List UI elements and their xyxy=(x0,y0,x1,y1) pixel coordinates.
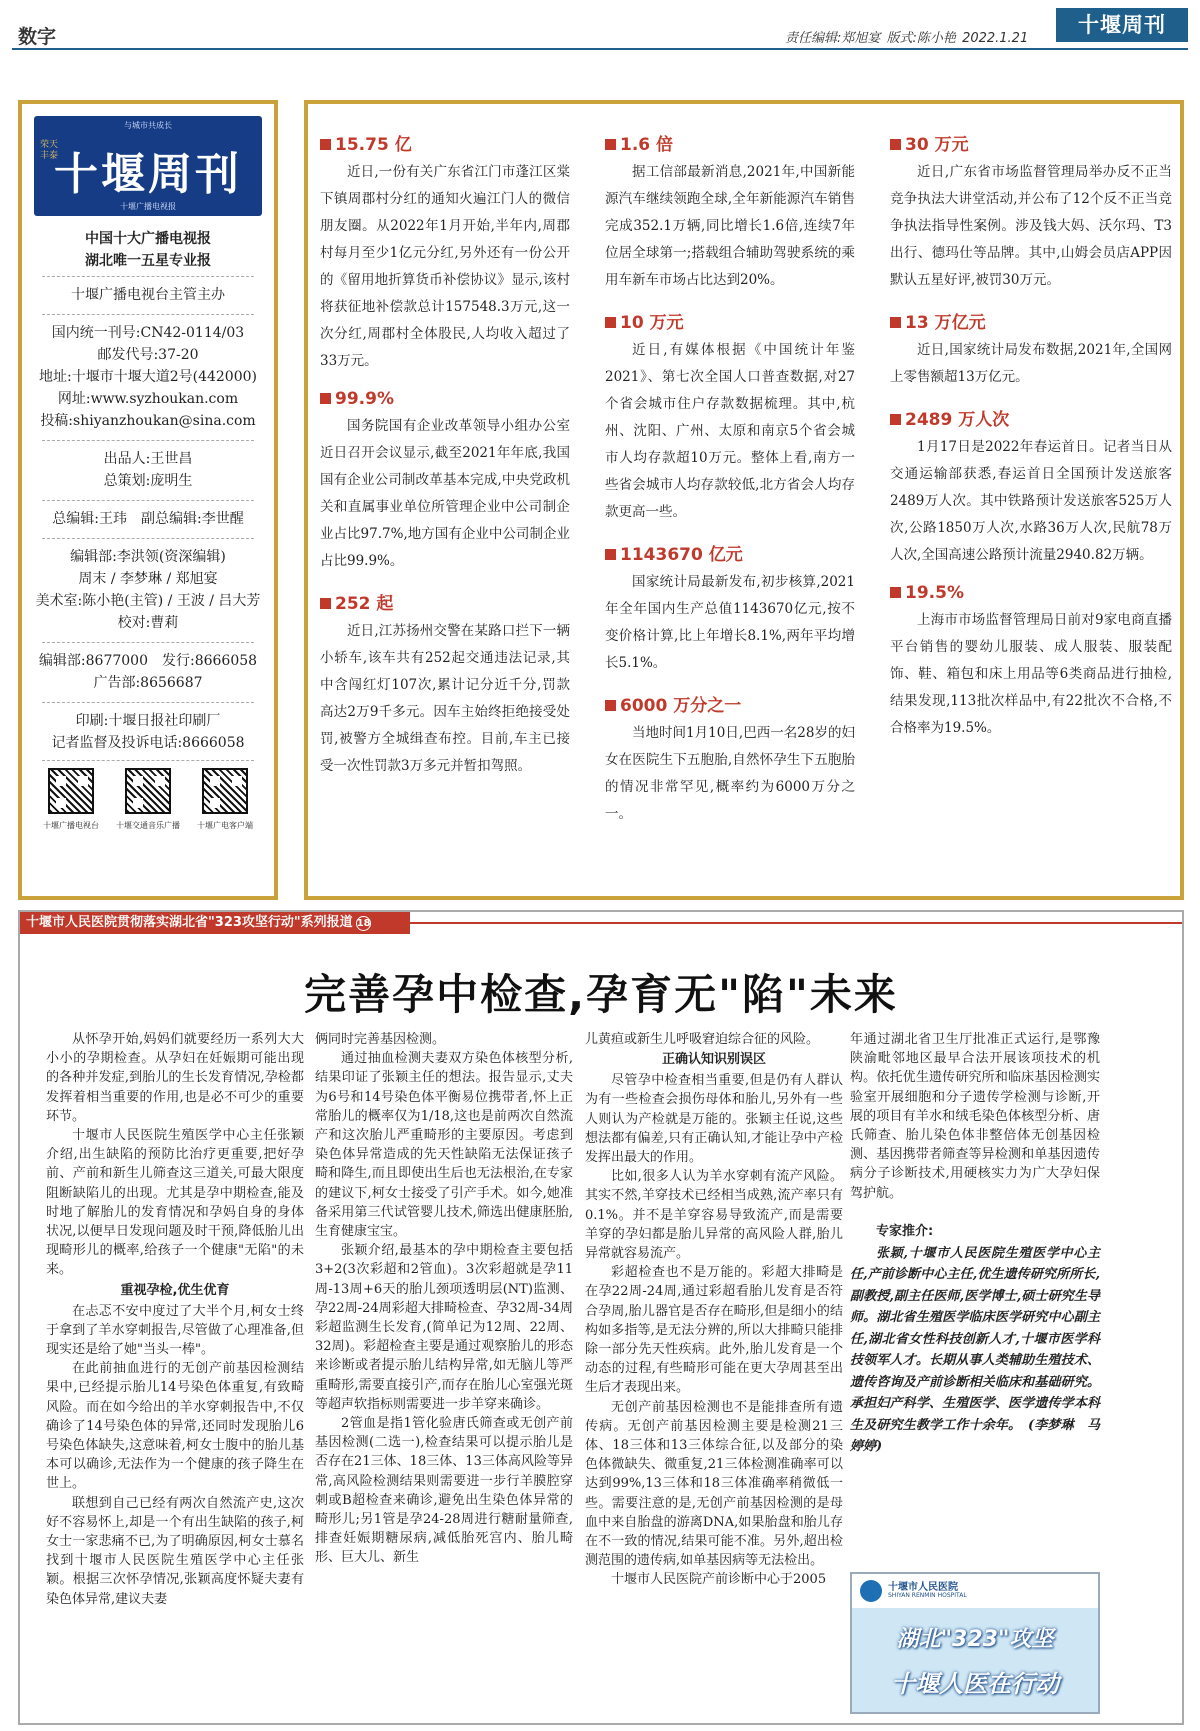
stat-headline: 13 万亿元 xyxy=(890,308,1172,333)
masthead-box xyxy=(18,100,278,900)
issue-date: 2022.1.21 xyxy=(962,31,1029,46)
masthead-line: 投稿:shiyanzhoukan@sina.com xyxy=(40,413,256,429)
article-paragraph: 无创产前基因检测也不是能排查所有遗传病。无创产前基因检测主要是检测21三体、18三体和13三体综合征,以及部分的染色体微缺失、微重复,21三体检测准确率可以达到99%,13三体和18三体准确率稍微低一些。需要注意的是,无创产前基因检测的是母血中来自胎盘的游离DNA,如果胎盘和胎儿存在不一致的情况,结果可能不准。另外,超出检测范围的遗传病,如单基因病等无法检出。 xyxy=(585,1399,843,1569)
digest-column-1 xyxy=(320,114,570,780)
divider xyxy=(42,314,254,315)
series-title: 十堰市人民医院贯彻落实湖北省"323攻坚行动"系列报道 xyxy=(26,915,353,930)
masthead-line: 美术室:陈小艳(主管) / 王波 / 吕大芳 xyxy=(35,593,261,609)
stat-text: 当地时间1月10日,巴西一名28岁的妇女在医院生下五胞胎,自然怀孕生下五胞胎的情况非常罕见,概率约为6000万分之一。 xyxy=(605,725,855,822)
stat-headline: 252 起 xyxy=(320,589,570,614)
article-paragraph: 比如,很多人认为羊水穿刺有流产风险。其实不然,羊穿技术已经相当成熟,流产率只有0.1%。并不是羊穿容易导致流产,而是需要羊穿的孕妇都是胎儿异常的高风险人群,胎儿异常就容易流产。 xyxy=(585,1169,843,1262)
article-paragraph: 彩超检查也不是万能的。彩超大排畸是在孕22周-24周,通过彩超看胎儿发育是否符合孕周,胎儿器官是否存在畸形,但是细小的结构如多指等,是无法分辨的,所以大排畸只能排除一部分先天性疾病。此外,胎儿发育是一个动态的过程,有些畸形可能在更大孕周甚至出生后才表现出来。 xyxy=(585,1265,843,1396)
stat-text: 国家统计局最新发布,初步核算,2021年全年国内生产总值1143670亿元,按不变价格计算,比上年增长8.1%,两年平均增长5.1%。 xyxy=(605,574,855,671)
editorial-info xyxy=(22,546,274,634)
stat-text: 近日,广东省市场监督管理局举办反不正当竞争执法大讲堂活动,并公布了12个反不正当竞争执法指导性案例。涉及钱大妈、沃尔玛、T3出行、德玛仕等品牌。其中,山姆会员店APP因默认五星好评,被罚30万元。 xyxy=(890,164,1172,288)
hospital-logo-icon xyxy=(860,1580,882,1602)
masthead-line: 总编辑:王玮 副总编辑:李世醒 xyxy=(52,511,244,527)
article-paragraph: 年通过湖北省卫生厅批准正式运行,是鄂豫陕渝毗邻地区最早合法开展该项技术的机构。依托优生遗传研究所和临床基因检测实验室开展细胞和分子遗传学检测与诊断,开展的项目有羊水和绒毛染色体核型分析、唐氏筛查、胎儿染色体非整倍体无创基因检测、基因携带者筛查等异检测和单基因遗传病分子诊断技术,用硬核实力为广大孕妇保驾护航。 xyxy=(850,1032,1100,1201)
expert-heading: 专家推介: xyxy=(876,1223,934,1239)
brand-logo: 十堰周刊 xyxy=(1056,8,1188,42)
article-column-3 xyxy=(585,1030,843,1590)
article-paragraph: 儿黄疸或新生儿呼吸窘迫综合征的风险。 xyxy=(585,1032,820,1047)
feature-article xyxy=(18,910,1184,1725)
stat-headline: 10 万元 xyxy=(605,308,855,333)
section-name: 数字 xyxy=(18,26,57,48)
digest-column-3 xyxy=(890,114,1172,742)
campaign-banner xyxy=(850,1572,1100,1714)
sponsor-line: 十堰广播电视台主管主办 xyxy=(71,287,225,303)
qr-code-tv[interactable] xyxy=(36,768,106,831)
qr-code-radio[interactable] xyxy=(113,768,183,831)
stat-headline: 15.75 亿 xyxy=(320,130,570,155)
stat-text: 1月17日是2022年春运首日。记者当日从交通运输部获悉,春运首日全国预计发送旅客2489万人次。其中铁路预计发送旅客525万人次,公路1850万人次,水路36万人次,民航78万人次,全国高速公路预计流量2940.82万辆。 xyxy=(890,439,1172,563)
header-divider xyxy=(12,48,1188,50)
band-rule xyxy=(410,922,1182,924)
stat-text: 近日,江苏扬州交警在某路口拦下一辆小轿车,该车共有252起交通违法记录,其中含闯红灯107次,累计记分近千分,罚款高达2万9千多元。因车主始终拒绝接受处罚,被警方全城缉查布控。目前,车主已接受一次性罚款3万多元并暂扣驾照。 xyxy=(320,623,570,774)
banner-line-2: 十堰人医在行动 xyxy=(891,1670,1059,1698)
logo-title: 十堰周刊 xyxy=(54,149,242,200)
masthead-logo xyxy=(34,116,262,216)
qr-label: 十堰广播电视台 xyxy=(43,821,99,830)
stat-headline: 1.6 倍 xyxy=(605,130,855,155)
divider xyxy=(42,642,254,643)
qr-code-icon xyxy=(48,768,94,814)
editor-credit: 责任编辑:郑旭宴 xyxy=(785,31,881,46)
stat-text: 据工信部最新消息,2021年,中国新能源汽车继续领跑全球,全年新能源汽车销售完成352.1万辆,同比增长1.6倍,连续7年位居全球第一;搭载组合辅助驾驶系统的乘用车新车市场占比达到20%。 xyxy=(605,164,855,288)
stat-headline: 1143670 亿元 xyxy=(605,540,855,565)
article-column-2 xyxy=(315,1030,573,1568)
stat-text: 近日,国家统计局发布数据,2021年,全国网上零售额超13万亿元。 xyxy=(890,342,1172,385)
stat-headline: 19.5% xyxy=(890,583,1172,603)
qr-label: 十堰广电客户端 xyxy=(197,821,253,830)
masthead-line: 编辑部:李洪领(资深编辑) xyxy=(70,549,226,565)
stat-text: 国务院国有企业改革领导小组办公室近日召开会议显示,截至2021年年底,我国国有企业公司制改革基本完成,中央党政机关和直属事业单位所管理企业中公司制企业占比97.7%,地方国有企业中公司制企业占比99.9%。 xyxy=(320,418,570,569)
stat-headline: 6000 万分之一 xyxy=(605,691,855,716)
stat-text: 近日,一份有关广东省江门市蓬江区棠下镇周郡村分红的通知火遍江门人的微信朋友圈。从2022年1月开始,半年内,周郡村每月至少1亿元分红,另外还有一份公开的《留用地折算货币补偿协议》显示,该村将获征地补偿款总计157548.3万元,这一次分红,周郡村全体股民,人均收入超过了33万元。 xyxy=(320,164,570,369)
divider xyxy=(42,760,254,761)
series-number: 18 xyxy=(356,918,371,929)
article-paragraph: 从怀孕开始,妈妈们就要经历一系列大大小小的孕期检查。从孕妇在妊娠期可能出现的各种并发症,到胎儿的生长发育情况,孕检都发挥着相当重要的作用,也是必不可少的重要环节。 xyxy=(46,1032,304,1124)
article-subheading: 正确认知识别误区 xyxy=(661,1052,766,1068)
masthead-line: 国内统一刊号:CN42-0114/03 xyxy=(51,325,245,341)
masthead-line: 编辑部:8677000 发行:8666058 xyxy=(38,653,258,669)
stat-text: 近日,有媒体根据《中国统计年鉴2021》、第七次全国人口普查数据,对27个省会城市住户存款数据梳理。其中,杭州、沈阳、广州、太原和南京5个省会城市人均存款超10万元。整体上看,南方一些省会城市人均存款较低,北方省会人均存款更高一些。 xyxy=(605,342,855,520)
masthead-line: 邮发代号:37-20 xyxy=(97,347,199,363)
article-column-1 xyxy=(46,1030,304,1609)
article-paragraph: 十堰市人民医院产前诊断中心于2005 xyxy=(611,1572,827,1588)
masthead-line: 广告部:8656687 xyxy=(93,675,203,691)
article-paragraph: 联想到自己已经有两次自然流产史,这次好不容易怀上,却是一个有出生缺陷的孩子,柯女士一家悲痛不已,为了明确原因,柯女士慕名找到十堰市人民医院生殖医学中心主任张颖。根据三次怀孕情况,张颖高度怀疑夫妻有染色体异常,建议夫妻 xyxy=(46,1495,304,1607)
banner-line-1: 湖北"323"攻坚 xyxy=(896,1627,1054,1652)
contact-info xyxy=(22,650,274,694)
qr-code-icon xyxy=(125,768,171,814)
banner-header xyxy=(852,1574,1098,1608)
logo-slogan: 与城市共成长 xyxy=(124,121,172,130)
digest-column-2 xyxy=(605,114,855,828)
article-paragraph: 在此前抽血进行的无创产前基因检测结果中,已经提示胎儿14号染色体重复,有致畸风险。而在如今给出的羊水穿刺报告中,不仅确诊了14号染色体的异常,还同时发现胎儿6号染色体缺失,这意味着,柯女士腹中的胎儿基本可以确诊,无法作为一个健康的孩子降生在世上。 xyxy=(46,1361,304,1492)
masthead-line: 周末 / 李梦琳 / 郑旭宴 xyxy=(78,571,218,587)
numbers-digest-box xyxy=(304,100,1184,900)
stat-headline: 30 万元 xyxy=(890,130,1172,155)
masthead-line: 总策划:庞明生 xyxy=(103,473,193,489)
article-headline: 完善孕中检查,孕育无"陷"未来 xyxy=(304,970,898,1019)
stat-headline: 99.9% xyxy=(320,389,570,409)
article-paragraph: 通过抽血检测夫妻双方染色体核型分析,结果印证了张颖主任的想法。报告显示,丈夫为6号和14号染色体平衡易位携带者,怀上正常胎儿的概率仅为1/18,这也是前两次自然流产和这次胎儿严重畸形的主要原因。考虑到染色体异常造成的先天性缺陷无法保证孩子畸和降生,而且即使出生后也无法根治,在专家的建议下,柯女士接受了引产手术。如今,她准备采用第三代试管婴儿技术,筛选出健康胚胎,生育健康宝宝。 xyxy=(315,1051,573,1240)
tagline-2: 湖北唯一五星专业报 xyxy=(85,253,211,269)
article-column-4 xyxy=(850,1030,1100,1458)
masthead-line: 出品人:王世昌 xyxy=(103,451,193,467)
article-paragraph: 尽管孕中检查相当重要,但是仍有人群认为有一些检查会损伤母体和胎儿,另外有一些人则认为产检就是万能的。张颖主任说,这些想法都有偏差,只有正确认知,才能让孕中产检发挥出最大的作用。 xyxy=(585,1073,843,1166)
divider xyxy=(42,702,254,703)
logo-seal: 荣天丰泰 xyxy=(40,140,59,161)
masthead-line: 网址:www.syzhoukan.com xyxy=(57,391,239,407)
qr-code-icon xyxy=(202,768,248,814)
tagline-1: 中国十大广播电视报 xyxy=(85,231,211,247)
page-credits xyxy=(785,27,1030,46)
series-band xyxy=(20,912,410,934)
stat-text: 上海市市场监督管理局日前对9家电商直播平台销售的婴幼儿服装、成人服装、服装配饰、鞋、箱包和床上用品等6类商品进行抽检,结果发现,113批次样品中,有22批次不合格,不合格率为19.5%。 xyxy=(890,612,1172,736)
article-subheading: 重视孕检,优生优育 xyxy=(120,1282,230,1298)
article-paragraph: 俩同时完善基因检测。 xyxy=(315,1032,446,1047)
masthead-line: 记者监督及投诉电话:8666058 xyxy=(51,735,245,751)
printing-info xyxy=(22,710,274,754)
article-paragraph: 十堰市人民医院生殖医学中心主任张颖介绍,出生缺陷的预防比治疗更重要,把好孕前、产前和新生儿筛查这三道关,可最大限度阻断缺陷儿的出现。尤其是孕中期检查,能及时地了解胎儿的发育情况和孕妈自身的身体状况,以便早日发现问题及时干预,降低胎儿出现畸形儿的概率,给孩子一个健康"无陷"的未来。 xyxy=(46,1128,304,1278)
hospital-name: 十堰市人民医院 xyxy=(888,1582,958,1593)
masthead-line: 校对:曹莉 xyxy=(117,615,179,631)
layout-credit: 版式:陈小艳 xyxy=(886,31,956,46)
article-paragraph: 张颖介绍,最基本的孕中期检查主要包括3+2(3次彩超和2管血)。3次彩超就是孕11周-13周+6天的胎儿颈项透明层(NT)监测、孕22周-24周彩超大排畸检查、孕32周-34周彩超监测生长发育,(简单记为12周、22周、32周)。彩超检查主要是通过观察胎儿的形态来诊断或者提示胎儿结构异常,如无脑儿等严重畸形,需要直接引产,而存在胎儿心室强光斑等超声软指标则需要进一步羊穿来确诊。 xyxy=(315,1243,573,1412)
article-paragraph: 在忐忑不安中度过了大半个月,柯女士终于拿到了羊水穿刺报告,尽管做了心理准备,但现实还是给了她"当头一棒"。 xyxy=(46,1303,304,1358)
column-body xyxy=(850,1030,1100,1203)
masthead-line: 地址:十堰市十堰大道2号(442000) xyxy=(39,369,257,385)
qr-label: 十堰交通音乐广播 xyxy=(116,821,180,830)
divider xyxy=(42,538,254,539)
divider xyxy=(42,440,254,441)
chief-editor-info xyxy=(22,508,274,530)
divider xyxy=(42,276,254,277)
article-paragraph: 2管血是指1管化验唐氏筛查或无创产前基因检测(二选一),检查结果可以提示胎儿是否存在21三体、18三体、13三体高风险等异常,高风险检测结果则需要进一步行羊膜腔穿刺或B超检查来确诊,避免出生染色体异常的畸形儿;另1管是孕24-28周进行糖耐量筛查,排查妊娠期糖尿病,减低胎死宫内、胎儿畸形、巨大儿、新生 xyxy=(315,1416,573,1566)
expert-bio: 张颖,十堰市人民医院生殖医学中心主任,产前诊断中心主任,优生遗传研究所所长,副教授,副主任医师,医学博士,硕士研究生导师。湖北省生殖医学临床医学研究中心副主任,湖北省女性科技创新人才,十堰市医学科技领军人才。长期从事人类辅助生殖技术、遗传咨询及产前诊断相关临床和基础研究。承担妇产科学、生殖医学、医学遗传学本科生及研究生教学工作十余年。 (李梦琳 马婷婷) xyxy=(850,1245,1100,1455)
stat-headline: 2489 万人次 xyxy=(890,405,1172,430)
masthead-line: 印刷:十堰日报社印刷厂 xyxy=(75,713,221,729)
producer-info xyxy=(22,448,274,492)
publication-info xyxy=(22,322,274,432)
page-header xyxy=(0,0,1200,50)
qr-code-app[interactable] xyxy=(190,768,260,831)
logo-subtitle: 十堰广播电视报 xyxy=(120,202,176,211)
hospital-name-en: SHIYAN RENMIN HOSPITAL xyxy=(888,1592,967,1599)
divider xyxy=(42,500,254,501)
